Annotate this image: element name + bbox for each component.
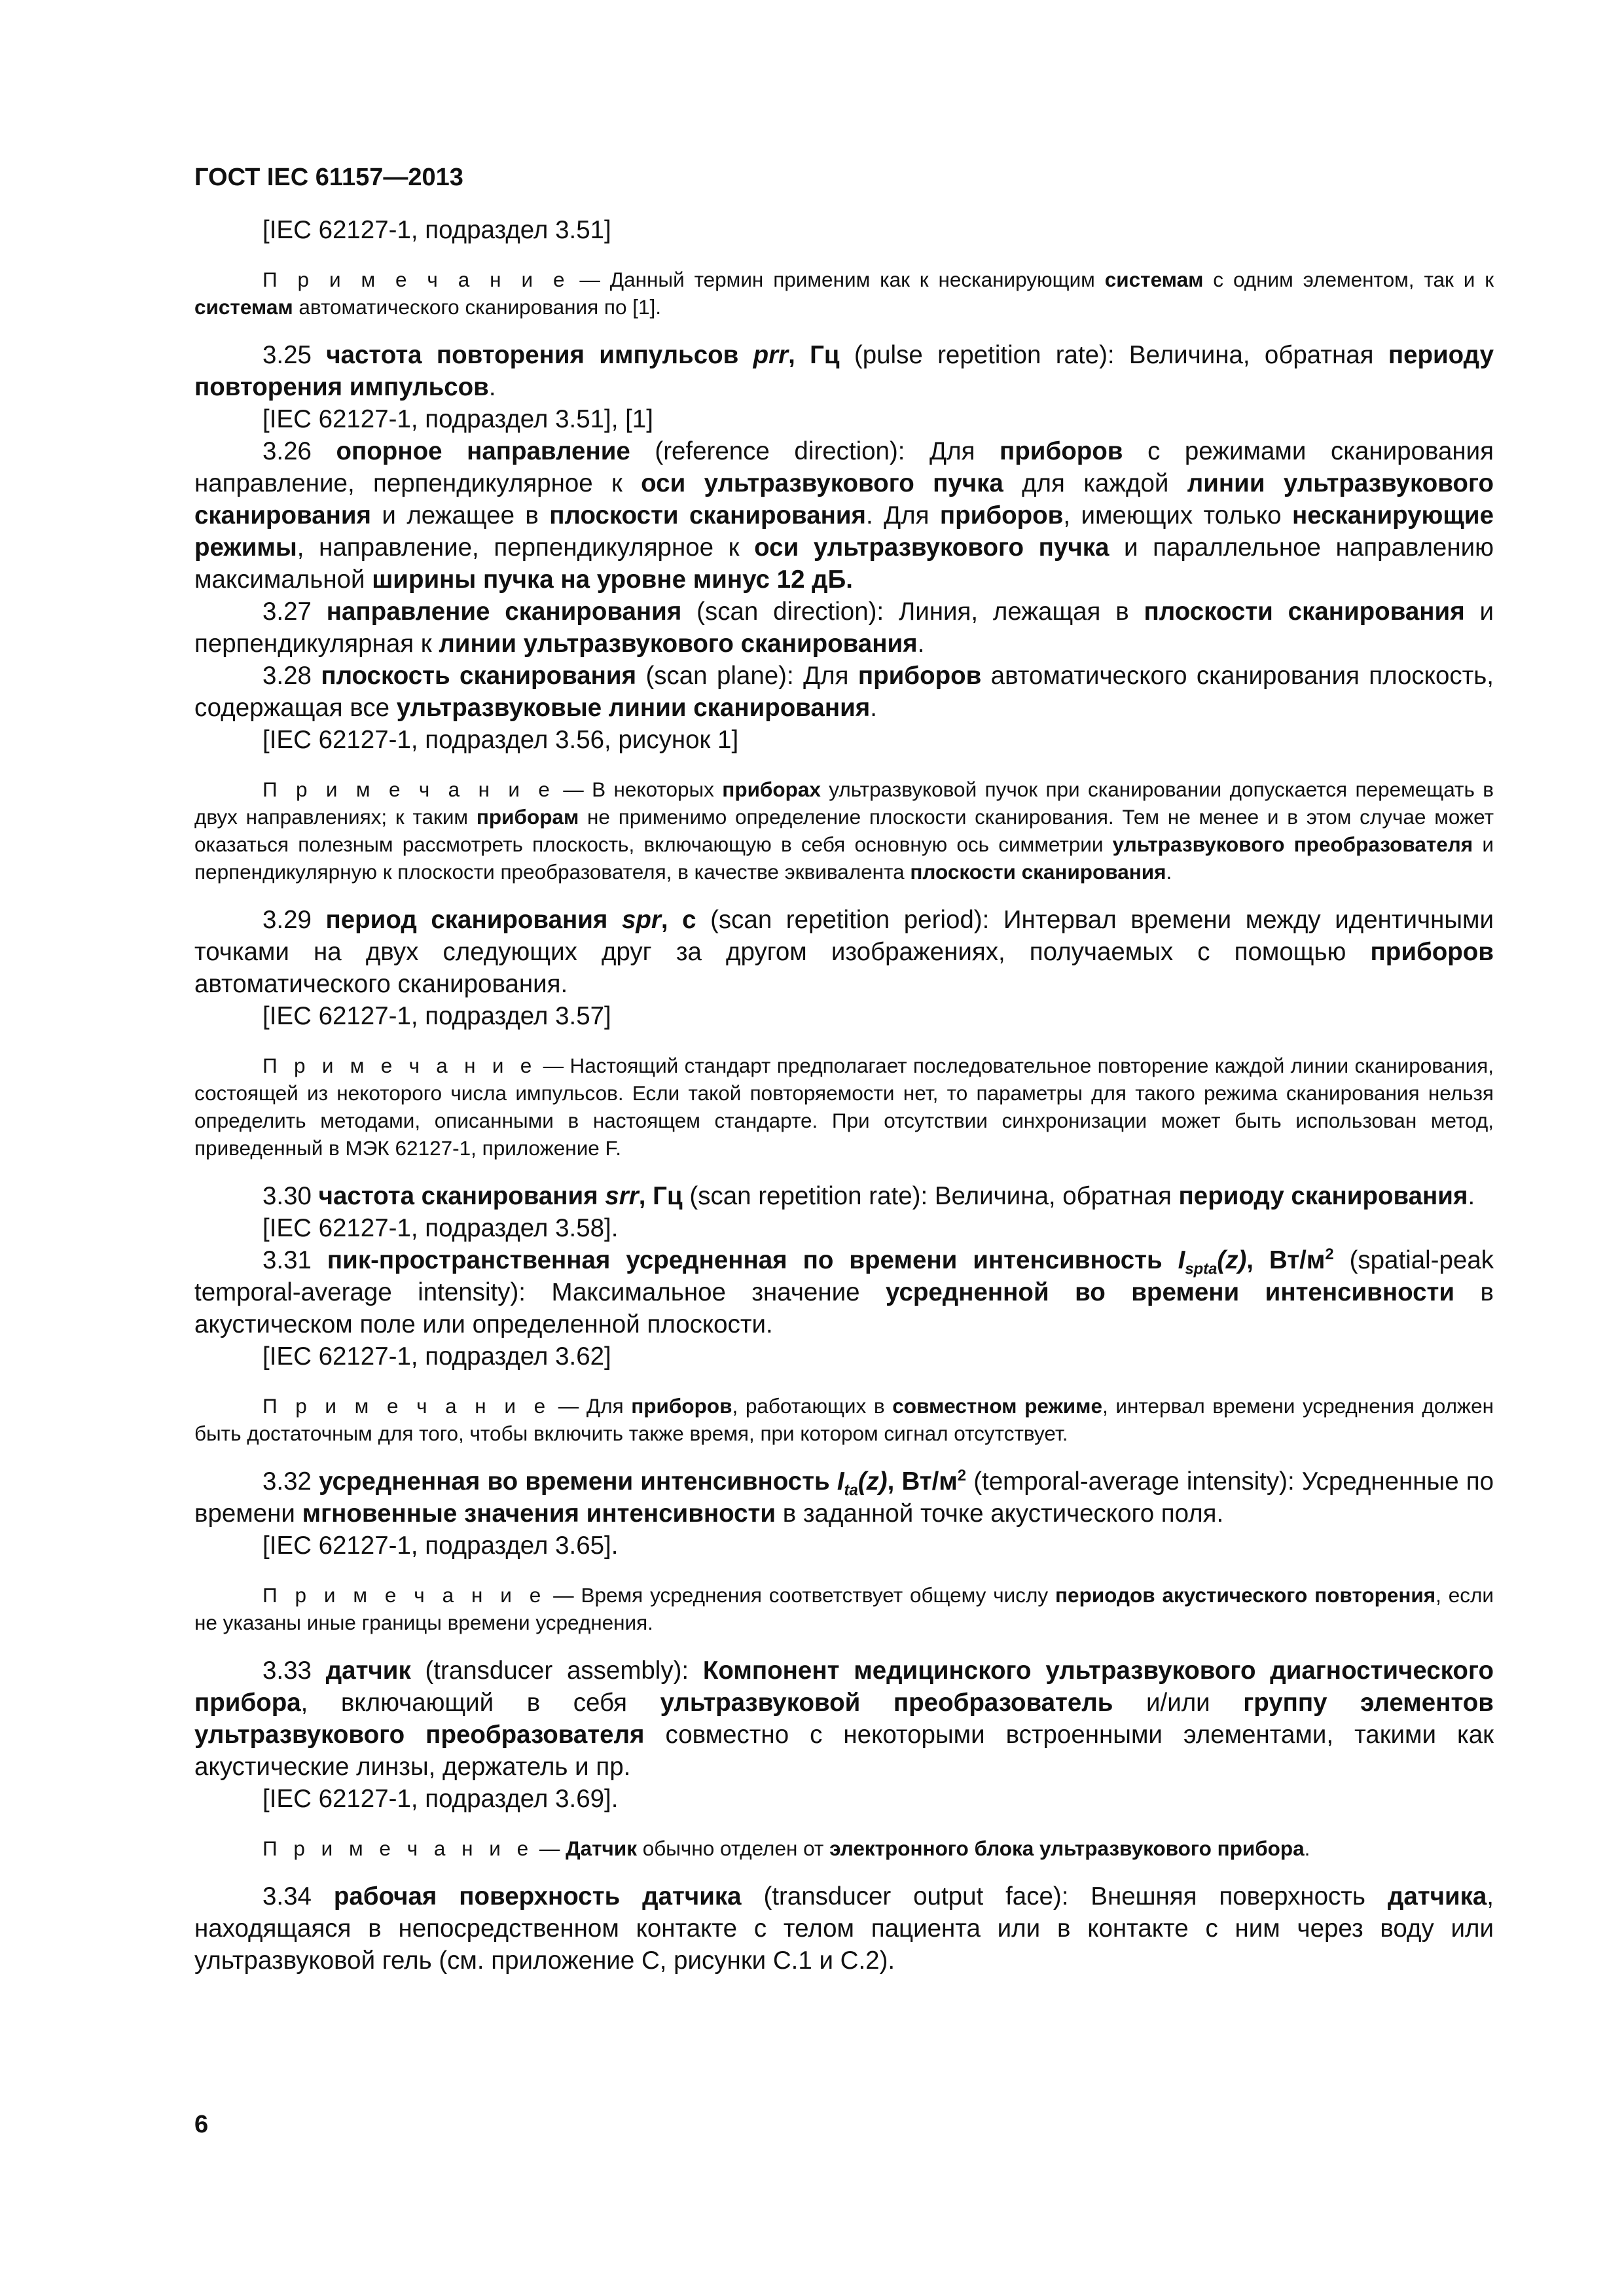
text-run: .	[1166, 860, 1172, 884]
term-emphasis: приборов	[1370, 938, 1494, 966]
text-run: (scan direction): Линия, лежащая в	[681, 598, 1144, 626]
term-emphasis: периодов акустического повторения	[1055, 1583, 1436, 1607]
text-run: с одним элементом, так и к	[1203, 268, 1494, 291]
text-run: [IEC 62127-1, подраздел 3.51]	[262, 216, 611, 244]
note-paragraph	[194, 266, 1494, 321]
note-paragraph	[194, 1581, 1494, 1636]
term-emphasis: Датчик	[566, 1837, 637, 1860]
text-run: в акустическом поле или определенной плоскости.	[194, 1278, 1494, 1338]
term-emphasis: оси ультразвукового пучка	[754, 533, 1110, 562]
reference-line	[194, 214, 1494, 246]
text-run: .	[870, 694, 877, 722]
reference-line	[194, 1340, 1494, 1372]
text-run: и лежащее в	[371, 501, 550, 529]
term-emphasis: ультразвукового преобразователя	[1112, 833, 1473, 856]
term-emphasis: несканирующие режимы	[194, 501, 1494, 562]
term-symbol: (z)	[1217, 1246, 1247, 1274]
text-run: для каждой	[1003, 469, 1187, 497]
text-run: 3.25	[262, 341, 327, 369]
note-paragraph	[194, 1835, 1494, 1862]
reference-line	[194, 1000, 1494, 1032]
reference-line	[194, 1783, 1494, 1815]
text-run: автоматического сканирования.	[194, 970, 568, 998]
term-paragraph	[194, 1880, 1494, 1977]
term-emphasis: плоскости сканирования	[910, 860, 1166, 884]
term-emphasis: мгновенные значения интенсивности	[302, 1499, 776, 1528]
term-emphasis: системам	[194, 295, 293, 319]
text-run: , имеющих только	[1063, 501, 1292, 529]
term-emphasis: периоду повторения импульсов	[194, 341, 1494, 401]
text-run: .	[1304, 1837, 1310, 1860]
text-run: (spatial-peak temporal-average intensity): Максимальное значение	[194, 1246, 1494, 1306]
term-emphasis: частота повторения импульсов	[326, 341, 753, 369]
text-run: и параллельное направлению максимальной	[194, 533, 1494, 594]
note-label: П р и м е ч а н и е	[262, 778, 555, 801]
term-emphasis: совместном режиме	[892, 1394, 1102, 1418]
term-emphasis: опорное направление	[336, 437, 630, 465]
term-emphasis: плоскость сканирования	[321, 662, 637, 690]
text-run: (scan repetition rate): Величина, обратная	[682, 1182, 1179, 1210]
term-emphasis: , Гц	[638, 1182, 683, 1210]
note-label: П р и м е ч а н и е	[262, 1837, 534, 1860]
text-run: обычно отделен от	[636, 1837, 830, 1860]
document-content	[194, 214, 1494, 1977]
text-run: — Время усреднения соответствует общему числу	[546, 1583, 1056, 1607]
text-run: 3.31	[262, 1246, 327, 1274]
symbol-subscript: ta	[844, 1481, 858, 1499]
unit-superscript: 2	[957, 1467, 967, 1485]
reference-line	[194, 1212, 1494, 1244]
term-paragraph	[194, 339, 1494, 403]
text-run: 3.30	[262, 1182, 319, 1210]
text-run: с режимами сканирования направление, перпендикулярное к	[194, 437, 1494, 497]
text-run: и перпендикулярную к плоскости преобразователя, в качестве эквивалента	[194, 833, 1494, 884]
text-run: автоматического сканирования по [1].	[293, 295, 662, 319]
reference-line	[194, 724, 1494, 756]
reference-line	[194, 1530, 1494, 1562]
text-run: 3.33	[262, 1657, 326, 1685]
term-emphasis: ультразвуковой преобразователь	[660, 1689, 1113, 1717]
text-run: 3.28	[262, 662, 321, 690]
text-run: и перпендикулярная к	[194, 598, 1494, 658]
term-emphasis: , с	[660, 906, 696, 934]
note-label: П р и м е ч а н и е	[262, 1054, 537, 1077]
text-run: . Для	[866, 501, 940, 529]
term-paragraph	[194, 435, 1494, 596]
term-emphasis: , Гц	[788, 341, 840, 369]
text-run: не применимо определение плоскости сканирования. Тем не менее и в этом случае может оказаться полезным рассмотреть плоскость, включающую в себя основную ось симметрии	[194, 805, 1494, 856]
note-label: П р и м е ч а н и е	[262, 1583, 547, 1607]
text-run: автоматического сканирования плоскость, содержащая все	[194, 662, 1494, 722]
term-symbol: spr	[621, 906, 661, 934]
term-paragraph	[194, 1465, 1494, 1530]
text-run: (scan repetition period): Интервал времени между идентичными точками на двух следующих друг за другом изображениях, получаемых с помощью	[194, 906, 1494, 966]
text-run: 3.29	[262, 906, 326, 934]
term-emphasis: приборов	[631, 1394, 732, 1418]
symbol-subscript: spta	[1185, 1260, 1218, 1278]
term-emphasis: , Вт/м	[1246, 1246, 1326, 1274]
term-emphasis: приборам	[476, 805, 579, 829]
term-paragraph	[194, 904, 1494, 1000]
text-run: — Данный термин применим как к несканирующим	[569, 268, 1105, 291]
text-run: 3.32	[262, 1467, 319, 1496]
term-emphasis: системам	[1104, 268, 1204, 291]
term-emphasis: ширины пучка на уровне минус 12 дБ.	[372, 565, 853, 594]
term-emphasis: плоскости сканирования	[1144, 598, 1465, 626]
text-run: , находящаяся в непосредственном контакте с телом пациента или в контакте с ним через воду или ультразвуковой гель (см. приложение С, рисунки С.1 и С.2).	[194, 1882, 1494, 1975]
term-emphasis: электронного блока ультразвукового прибора	[829, 1837, 1305, 1860]
term-emphasis: частота сканирования	[318, 1182, 605, 1210]
term-paragraph	[194, 1655, 1494, 1783]
term-emphasis: группу элементов ультразвукового преобразователя	[194, 1689, 1494, 1749]
term-emphasis: приборов	[1000, 437, 1123, 465]
document-header: ГОСТ IEC 61157—2013	[194, 164, 463, 191]
text-run: (pulse repetition rate): Величина, обратная	[839, 341, 1388, 369]
text-run: .	[917, 630, 925, 658]
text-run: [IEC 62127-1, подраздел 3.62]	[262, 1342, 611, 1371]
note-label: П р и м е ч а н и е	[262, 1394, 551, 1418]
term-emphasis: направление сканирования	[326, 598, 682, 626]
text-run: [IEC 62127-1, подраздел 3.51], [1]	[262, 405, 653, 433]
text-run: , направление, перпендикулярное к	[297, 533, 755, 562]
term-paragraph	[194, 596, 1494, 660]
term-emphasis: , Вт/м	[887, 1467, 958, 1496]
term-paragraph	[194, 660, 1494, 724]
text-run: —	[533, 1837, 566, 1860]
page-body	[194, 164, 1494, 1977]
term-emphasis: усредненной во времени интенсивности	[886, 1278, 1455, 1306]
text-run: в заданной точке акустического поля.	[776, 1499, 1224, 1528]
term-emphasis: периоду сканирования	[1178, 1182, 1468, 1210]
text-run: .	[1468, 1182, 1475, 1210]
text-run: — В некоторых	[554, 778, 723, 801]
term-emphasis: оси ультразвукового пучка	[641, 469, 1003, 497]
text-run: — Настоящий стандарт предполагает последовательное повторение каждой линии сканирования, состоящей из некоторого числа импульсов. Если такой повторяемости нет, то параметры для такого режима сканирования нельзя определить методами, описанными в настоящем стандарте. При отсутствии синхронизации может быть использован метод, приведенный в МЭК 62127-1, приложение F.	[194, 1054, 1494, 1160]
term-emphasis: приборах	[722, 778, 821, 801]
text-run: совместно с некоторыми встроенными элементами, такими как акустические линзы, держатель и пр.	[194, 1721, 1494, 1781]
text-run: [IEC 62127-1, подраздел 3.57]	[262, 1002, 611, 1030]
text-run: (scan plane): Для	[636, 662, 858, 690]
text-run: , если не указаны иные границы времени усреднения.	[194, 1583, 1494, 1634]
page-number: 6	[194, 2111, 209, 2138]
term-paragraph	[194, 1180, 1494, 1212]
term-emphasis: усредненная во времени интенсивность	[319, 1467, 837, 1496]
term-paragraph	[194, 1244, 1494, 1340]
term-emphasis: плоскости сканирования	[549, 501, 867, 529]
text-run: 3.26	[262, 437, 336, 465]
text-run: (transducer assembly):	[410, 1657, 703, 1685]
text-run: 3.34	[262, 1882, 334, 1910]
term-symbol: I	[1178, 1246, 1185, 1274]
text-run: 3.27	[262, 598, 327, 626]
text-run: , включающий в себя	[300, 1689, 660, 1717]
text-run: [IEC 62127-1, подраздел 3.56, рисунок 1]	[262, 726, 739, 754]
term-symbol: prr	[753, 341, 789, 369]
term-emphasis: пик-пространственная усредненная по времени интенсивность	[327, 1246, 1178, 1274]
text-run: (temporal-average intensity): Усредненные по времени	[194, 1467, 1494, 1528]
text-run: [IEC 62127-1, подраздел 3.65].	[262, 1532, 619, 1560]
term-emphasis: Компонент медицинского ультразвукового диагностического прибора	[194, 1657, 1494, 1717]
term-emphasis: датчик	[325, 1657, 411, 1685]
term-emphasis: период сканирования	[325, 906, 622, 934]
text-run: , интервал времени усреднения должен быть достаточным для того, чтобы включить также время, при котором сигнал отсутствует.	[194, 1394, 1494, 1445]
term-emphasis: линии ультразвукового сканирования	[439, 630, 918, 658]
term-emphasis: приборов	[939, 501, 1064, 529]
term-emphasis: линии ультразвукового сканирования	[194, 469, 1494, 529]
text-run: — Для	[550, 1394, 632, 1418]
term-symbol: srr	[605, 1182, 639, 1210]
text-run: ультразвуковой пучок при сканировании допускается перемещать в двух направлениях; к таким	[194, 778, 1494, 829]
term-emphasis: приборов	[857, 662, 982, 690]
note-paragraph	[194, 1392, 1494, 1447]
unit-superscript: 2	[1325, 1246, 1334, 1264]
text-run: , работающих в	[732, 1394, 893, 1418]
text-run: и/или	[1113, 1689, 1244, 1717]
note-paragraph	[194, 776, 1494, 886]
term-symbol: I	[837, 1467, 844, 1496]
text-run: (transducer output face): Внешняя поверхность	[741, 1882, 1388, 1910]
term-symbol: (z)	[857, 1467, 888, 1496]
text-run: [IEC 62127-1, подраздел 3.69].	[262, 1785, 619, 1813]
text-run: [IEC 62127-1, подраздел 3.58].	[262, 1214, 619, 1242]
term-emphasis: ультразвуковые линии сканирования	[396, 694, 871, 722]
note-paragraph	[194, 1052, 1494, 1162]
text-run: .	[488, 373, 496, 401]
reference-line	[194, 403, 1494, 435]
term-emphasis: рабочая поверхность датчика	[333, 1882, 742, 1910]
text-run: (reference direction): Для	[630, 437, 1000, 465]
note-label: П р и м е ч а н и е	[262, 268, 570, 291]
term-emphasis: датчика	[1387, 1882, 1487, 1910]
